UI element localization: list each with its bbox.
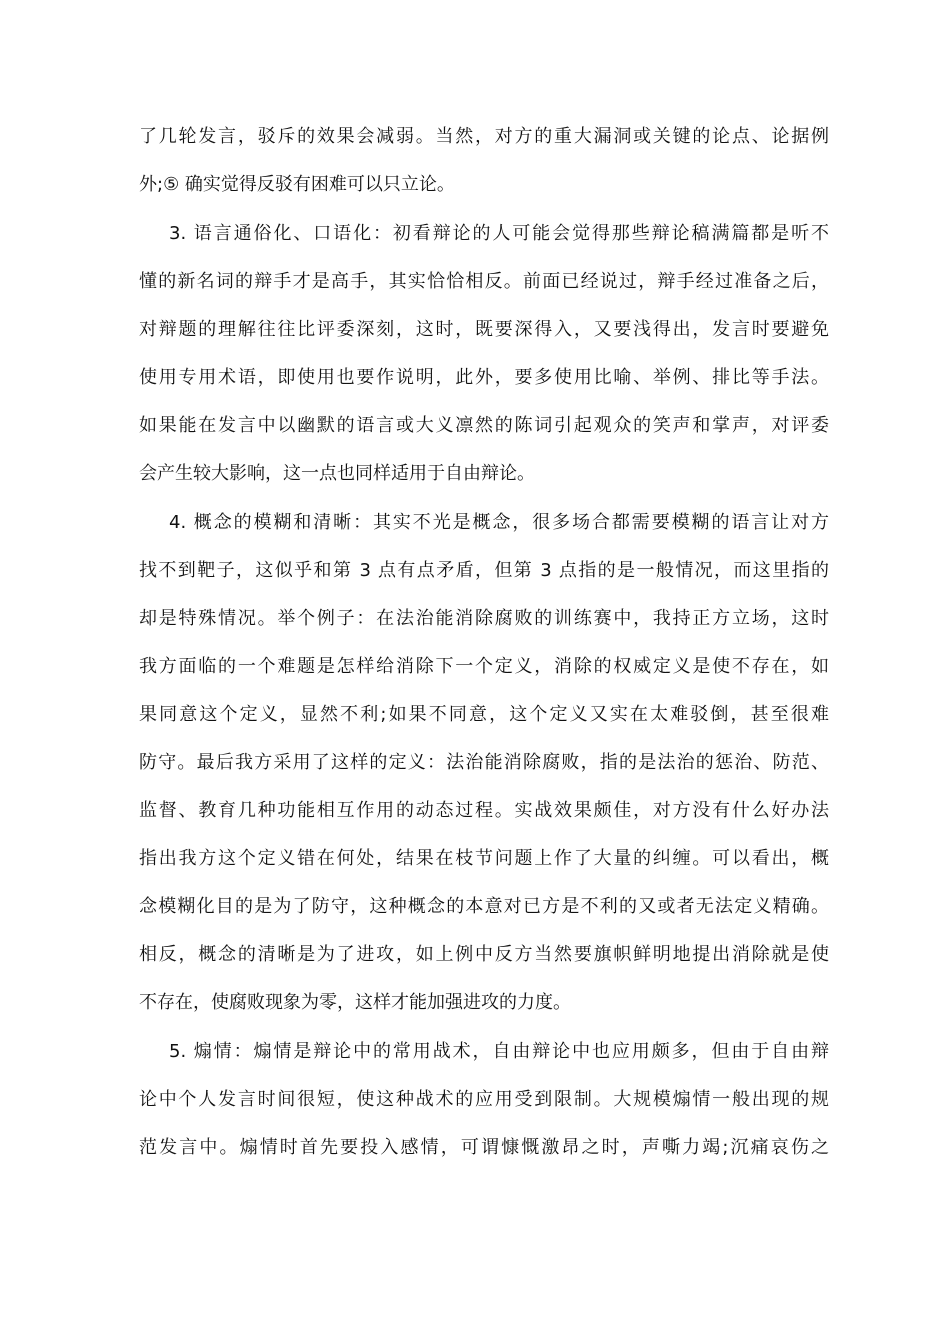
- text-line: 外;⑤ 确实觉得反驳有困难可以只立论。: [139, 174, 455, 195]
- text-line: 对辩题的理解往往比评委深刻，这时，既要深得入，又要浅得出，发言时要避免: [139, 319, 829, 340]
- text-line: 我方面临的一个难题是怎样给消除下一个定义，消除的权威定义是使不存在，如: [139, 656, 829, 677]
- text-line: 使用专用术语，即使用也要作说明，此外，要多使用比喻、举例、排比等手法。: [139, 367, 829, 388]
- paragraph-concept-clarity: [139, 508, 829, 1017]
- text-line: 监督、教育几种功能相互作用的动态过程。实战效果颇佳，对方没有什么好办法: [139, 800, 829, 821]
- text-line: 防守。最后我方采用了这样的定义：法治能消除腐败，指的是法治的惩治、防范、: [139, 752, 829, 773]
- paragraph-emotion: [139, 1037, 829, 1162]
- text-line: 3. 语言通俗化、口语化：初看辩论的人可能会觉得那些辩论稿满篇都是听不: [169, 223, 829, 244]
- paragraph-continuation: [139, 122, 829, 199]
- text-line: 了几轮发言，驳斥的效果会减弱。当然，对方的重大漏洞或关键的论点、论据例: [139, 126, 829, 147]
- text-line: 范发言中。煽情时首先要投入感情，可谓慷慨激昂之时，声嘶力竭;沉痛哀伤之: [139, 1137, 829, 1158]
- text-line: 指出我方这个定义错在何处，结果在枝节问题上作了大量的纠缠。可以看出，概: [139, 848, 829, 869]
- text-line: 论中个人发言时间很短，使这种战术的应用受到限制。大规模煽情一般出现的规: [139, 1089, 829, 1110]
- text-line: 果同意这个定义，显然不利;如果不同意，这个定义又实在太难驳倒，甚至很难: [139, 704, 829, 725]
- text-line: 却是特殊情况。举个例子：在法治能消除腐败的训练赛中，我持正方立场，这时: [139, 608, 829, 629]
- text-line: 会产生较大影响，这一点也同样适用于自由辩论。: [139, 463, 535, 484]
- text-line: 相反，概念的清晰是为了进攻，如上例中反方当然要旗帜鲜明地提出消除就是使: [139, 944, 829, 965]
- paragraph-language-plain: [139, 219, 829, 488]
- text-line: 不存在，使腐败现象为零，这样才能加强进攻的力度。: [139, 992, 571, 1013]
- text-line: 懂的新名词的辩手才是高手，其实恰恰相反。前面已经说过，辩手经过准备之后，: [139, 271, 829, 292]
- document-body: [139, 122, 829, 1171]
- text-line: 念模糊化目的是为了防守，这种概念的本意对已方是不利的又或者无法定义精确。: [139, 896, 829, 917]
- text-line: 5. 煽情：煽情是辩论中的常用战术，自由辩论中也应用颇多，但由于自由辩: [169, 1041, 829, 1062]
- text-line: 找不到靶子，这似乎和第 3 点有点矛盾，但第 3 点指的是一般情况，而这里指的: [139, 560, 829, 581]
- text-line: 4. 概念的模糊和清晰：其实不光是概念，很多场合都需要模糊的语言让对方: [169, 512, 829, 533]
- text-line: 如果能在发言中以幽默的语言或大义凛然的陈词引起观众的笑声和掌声，对评委: [139, 415, 829, 436]
